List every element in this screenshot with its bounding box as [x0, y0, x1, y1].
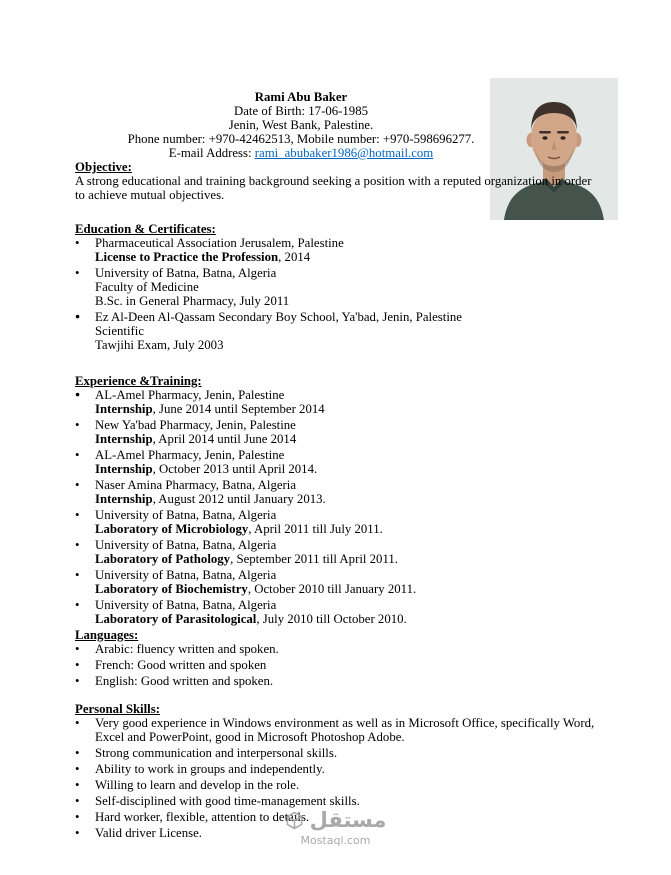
bullet-icon: •: [75, 674, 80, 688]
email-link[interactable]: rami_abubaker1986@hotmail.com: [254, 146, 434, 160]
list-item-text: AL-Amel Pharmacy, Jenin, Palestine Internship, October 2013 until April 2014.: [95, 448, 318, 476]
list-item-text: University of Batna, Batna, Algeria Laboratory of Pathology, September 2011 till April 2011.: [95, 538, 398, 566]
resume-content: [75, 90, 607, 840]
list-item: [75, 478, 607, 506]
bullet-icon: •: [75, 762, 80, 776]
list-item: [75, 568, 607, 596]
bullet-icon: •: [75, 746, 80, 760]
birth-date: Date of Birth: 17-06-1985: [234, 104, 368, 118]
list-item-text: New Ya'bad Pharmacy, Jenin, Palestine Internship, April 2014 until June 2014: [95, 418, 297, 446]
list-item: [75, 508, 607, 536]
list-item: [75, 746, 607, 760]
watermark-domain-text: Mostaql.com: [300, 833, 371, 847]
section-title-objective: Objective:: [75, 160, 132, 174]
bullet-icon: •: [75, 478, 80, 492]
list-item-text: English: Good written and spoken.: [95, 674, 274, 688]
list-item-text: University of Batna, Batna, Algeria Laboratory of Parasitological, July 2010 till October 2010.: [95, 598, 407, 626]
list-item-text: University of Batna, Batna, Algeria Laboratory of Microbiology, April 2011 till July 2011.: [95, 508, 383, 536]
list-item-text: AL-Amel Pharmacy, Jenin, Palestine Internship, June 2014 until September 2014: [95, 388, 325, 416]
section-experience: [75, 374, 607, 626]
section-title-education: Education & Certificates:: [75, 222, 216, 236]
bullet-icon: •: [75, 794, 80, 808]
list-item: [75, 762, 607, 776]
list-item: [75, 418, 607, 446]
list-item-text: French: Good written and spoken: [95, 658, 267, 672]
list-item-text: University of Batna, Batna, Algeria Faculty of Medicine B.Sc. in General Pharmacy, July 2011: [95, 266, 290, 308]
list-item: [75, 794, 607, 808]
list-item: [75, 778, 607, 792]
bullet-icon: •: [75, 642, 80, 656]
phone-line: Phone number: +970-42462513, Mobile number: +970-598696277.: [127, 132, 475, 146]
bullet-icon: •: [75, 508, 80, 522]
section-title-skills: Personal Skills:: [75, 702, 160, 716]
list-item: [75, 310, 607, 352]
section-title-languages: Languages:: [75, 628, 139, 642]
list-item: [75, 658, 607, 672]
bullet-icon: •: [75, 826, 80, 840]
person-name: Rami Abu Baker: [254, 90, 348, 104]
mostaql-watermark: [0, 808, 671, 848]
list-item-text: Arabic: fluency written and spoken.: [95, 642, 279, 656]
list-item-text: Pharmaceutical Association Jerusalem, Palestine License to Practice the Profession, 2014: [95, 236, 344, 264]
list-item-text: University of Batna, Batna, Algeria Laboratory of Biochemistry, October 2010 till January 2011.: [95, 568, 417, 596]
bullet-icon: •: [75, 568, 80, 582]
list-item-text: Ability to work in groups and independently.: [95, 762, 325, 776]
list-item: [75, 538, 607, 566]
watermark-logo-row: [285, 808, 387, 832]
bullet-icon: •: [75, 778, 80, 792]
bullet-icon: •: [75, 538, 80, 552]
watermark-arabic-text: مستقل: [309, 808, 387, 832]
list-item-text: Self-disciplined with good time-management skills.: [95, 794, 360, 808]
bullet-icon: ●: [75, 389, 81, 399]
list-item: [75, 598, 607, 626]
list-item-text: Strong communication and interpersonal skills.: [95, 746, 338, 760]
bullet-icon: •: [75, 266, 80, 280]
bullet-icon: •: [75, 810, 80, 824]
list-item: [75, 266, 607, 308]
education-list: [75, 236, 607, 352]
list-item: [75, 674, 607, 688]
list-item-text: Hard worker, flexible, attention to details.: [95, 810, 310, 824]
list-item: [75, 716, 607, 744]
list-item-text: Very good experience in Windows environment as well as in Microsoft Office, specifically Word, Excel and PowerPoint, good in Microsoft Photoshop Adobe.: [95, 716, 595, 744]
bullet-icon: •: [75, 418, 80, 432]
bullet-icon: •: [75, 598, 80, 612]
list-item-text: Willing to learn and develop in the role.: [95, 778, 300, 792]
address-line: Jenin, West Bank, Palestine.: [228, 118, 374, 132]
email-label: E-mail Address:: [168, 146, 255, 160]
bullet-icon: •: [75, 448, 80, 462]
languages-list: [75, 642, 607, 688]
bullet-icon: •: [75, 658, 80, 672]
section-title-experience: Experience &Training:: [75, 374, 202, 388]
email-line: [75, 146, 527, 160]
list-item-text: Naser Amina Pharmacy, Batna, Algeria Internship, August 2012 until January 2013.: [95, 478, 326, 506]
list-item-text: Ez Al-Deen Al-Qassam Secondary Boy School, Ya'bad, Jenin, Palestine Scientific Tawjihi Exam, July 2003: [95, 310, 462, 352]
list-item-text: Valid driver License.: [95, 826, 202, 840]
experience-list: [75, 388, 607, 626]
bullet-icon: •: [75, 716, 80, 730]
list-item: [75, 388, 607, 416]
list-item: [75, 448, 607, 476]
section-objective: [75, 160, 607, 202]
bullet-icon: •: [75, 236, 80, 250]
bullet-icon: ●: [75, 311, 81, 321]
section-education: [75, 222, 607, 352]
resume-header: [75, 90, 527, 160]
section-languages: [75, 628, 607, 688]
list-item: [75, 642, 607, 656]
list-item: [75, 236, 607, 264]
objective-text: A strong educational and training background seeking a position with a reputed organization in order to achieve mutual objectives.: [75, 174, 592, 202]
mostaql-logo-icon: [285, 811, 304, 830]
